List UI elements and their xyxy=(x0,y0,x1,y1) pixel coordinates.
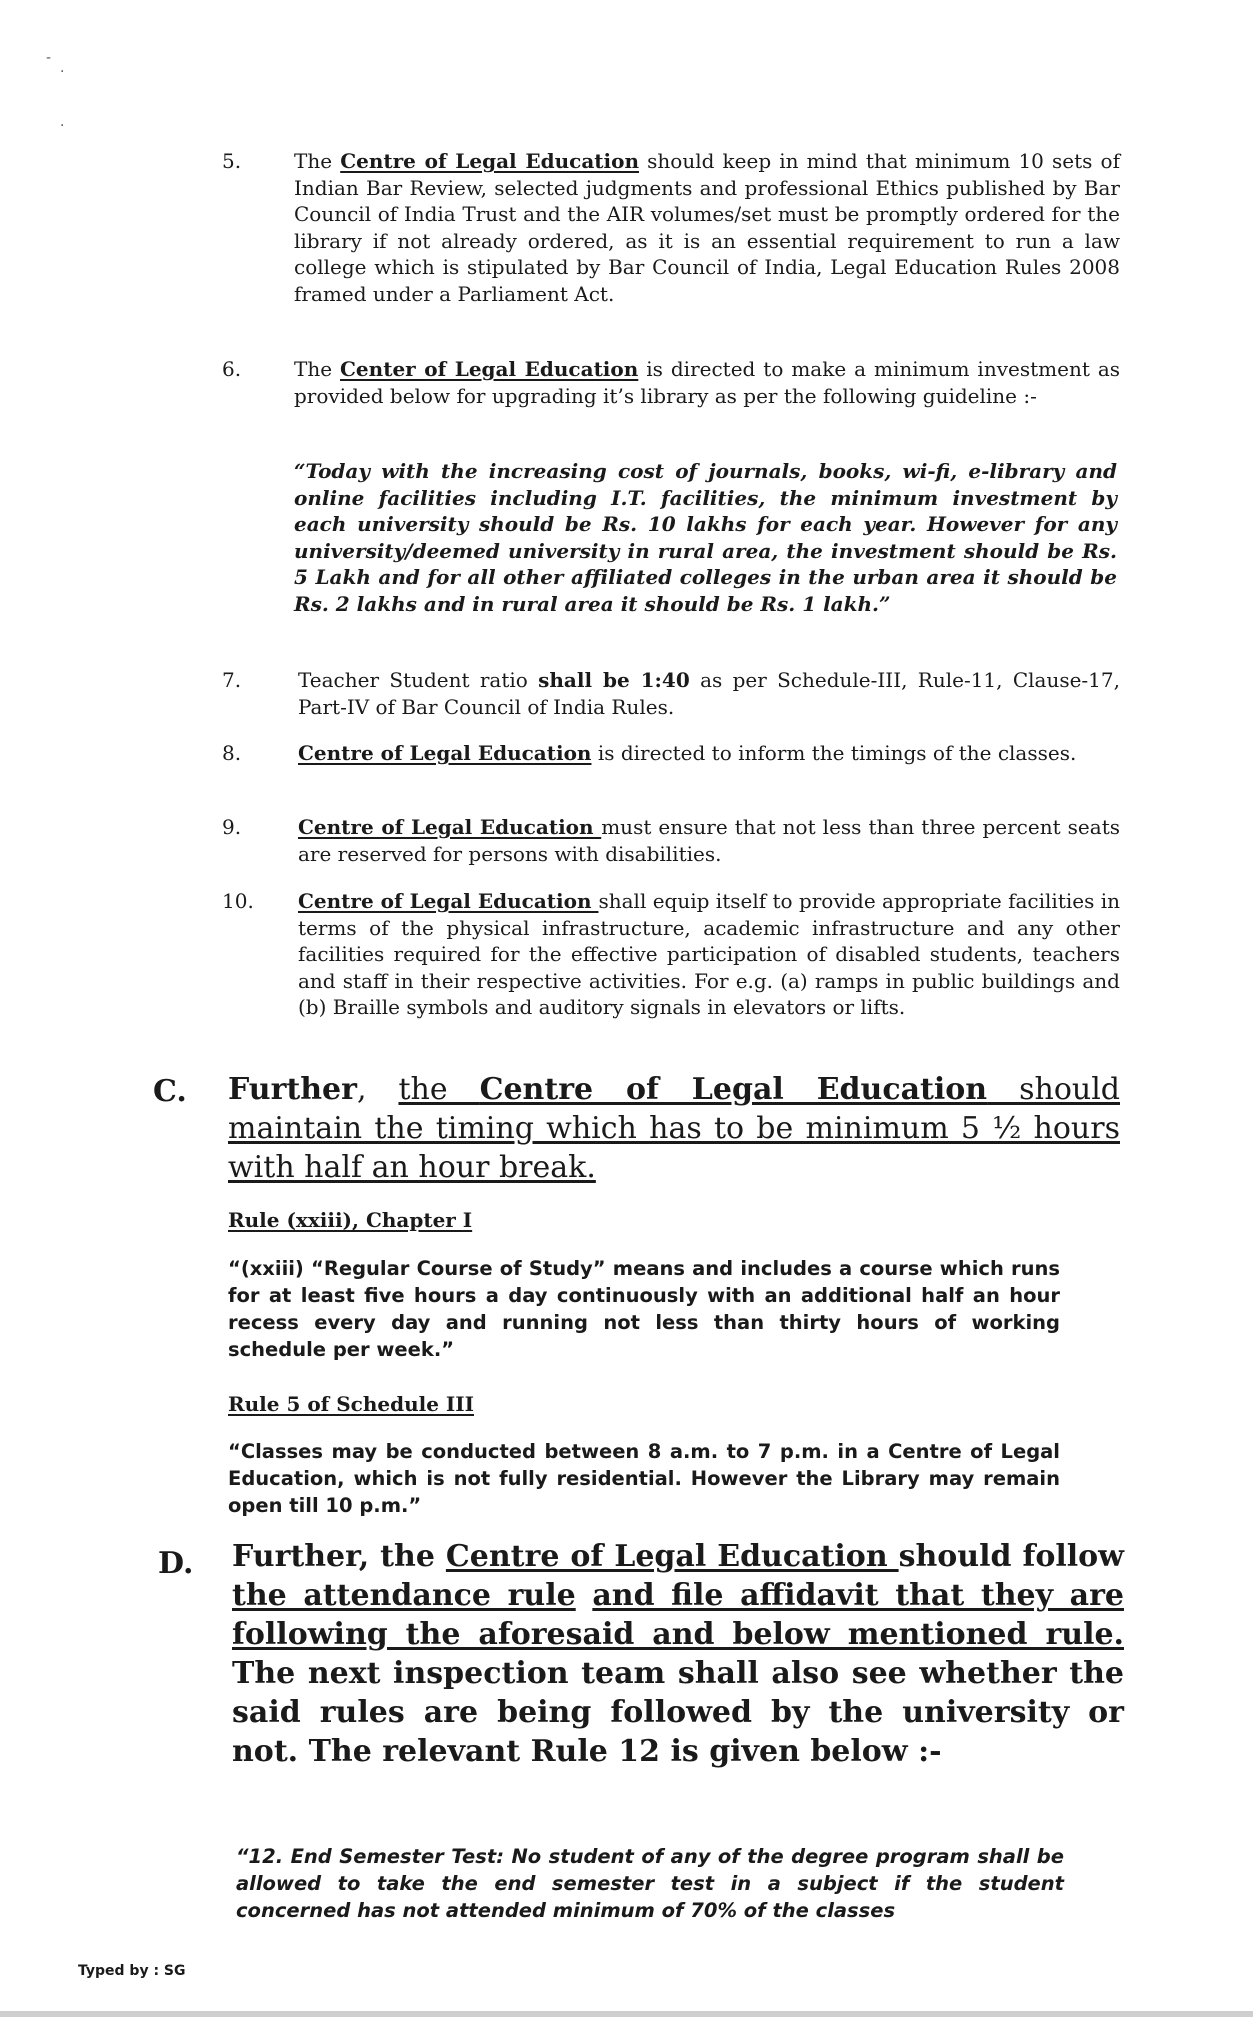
item-number: 5. xyxy=(222,149,242,173)
typed-by-footer: Typed by : SG xyxy=(78,1963,186,1979)
centre-link: Centre of Legal Education xyxy=(298,815,602,839)
section-d-paragraph: Further, the Centre of Legal Education should follow the attendance rule and file affidavit that they are following the aforesaid and below mentioned rule. The next inspection team shall also see whether the said rules are being followed by the university or not. The relevant Rule 12 is given below :- xyxy=(232,1539,1124,1769)
rule-xxiii-heading: Rule (xxiii), Chapter I xyxy=(228,1208,473,1232)
item-number: 6. xyxy=(222,357,242,381)
item-number: 10. xyxy=(222,889,254,913)
centre-link: Center of Legal Education xyxy=(340,357,639,381)
item-number: 8. xyxy=(222,741,242,765)
rule-5-heading: Rule 5 of Schedule III xyxy=(228,1392,474,1416)
list-item-10 xyxy=(222,888,1120,1050)
list-item-7 xyxy=(222,667,1120,723)
item-text: Centre of Legal Education must ensure that not less than three percent seats are reserved for persons with disabilities. xyxy=(298,815,1120,866)
scan-mark: · xyxy=(60,64,65,80)
further-bold: Further xyxy=(228,1072,357,1107)
scan-mark: · xyxy=(60,118,65,134)
item-text: Teacher Student ratio shall be 1:40 as per Schedule-III, Rule-11, Clause-17, Part-IV of Bar Council of India Rules. xyxy=(298,668,1120,719)
list-item-6 xyxy=(222,356,1120,436)
section-c-letter: C. xyxy=(153,1074,187,1109)
list-item-5 xyxy=(222,148,1120,338)
scan-mark: - xyxy=(46,50,52,66)
section-d-letter: D. xyxy=(158,1546,194,1581)
item-number: 9. xyxy=(222,815,242,839)
attendance-rule-link: the attendance rule xyxy=(232,1578,576,1613)
item-text: The Centre of Legal Education should keep in mind that minimum 10 sets of Indian Bar Review, selected judgments and professional Ethics published by Bar Council of India Trust and the AIR volumes/set must be promptly ordered for the library if not already ordered, as it is an essential requirement to run a law college which is stipulated by Bar Council of India, Legal Education Rules 2008 framed under a Parliament Act. xyxy=(294,149,1120,306)
centre-link: Centre of Legal Education xyxy=(479,1072,988,1107)
affidavit-link: and file affidavit that they are following the aforesaid and below mentioned rule. xyxy=(232,1578,1124,1652)
rule-12-text: “12. End Semester Test: No student of any of the degree program shall be allowed to take the end semester test in a subject if the student concerned has not attended minimum of 70% of the classes xyxy=(236,1845,1064,1922)
list-item-8 xyxy=(222,740,1120,796)
guideline-quote: “Today with the increasing cost of journals, books, wi-fi, e-library and online facilities including I.T. facilities, the minimum investment by each university should be Rs. 10 lakhs for each year. However for any university/deemed university in rural area, the investment should be Rs. 5 Lakh and for all other affiliated colleges in the urban area it should be Rs. 2 lakhs and in rural area it should be Rs. 1 lakh.” xyxy=(294,459,1117,616)
ratio-bold: shall be 1:40 xyxy=(538,668,690,692)
rule-5-text: “Classes may be conducted between 8 a.m. to 7 p.m. in a Centre of Legal Education, which is not fully residential. However the Library may remain open till 10 p.m.” xyxy=(228,1440,1060,1517)
item-text: Centre of Legal Education is directed to inform the timings of the classes. xyxy=(298,741,1077,765)
centre-link: Centre of Legal Education xyxy=(298,741,592,765)
item-text: The Center of Legal Education is directed to make a minimum investment as provided below for upgrading it’s library as per the following guideline :- xyxy=(294,357,1121,408)
list-item-9 xyxy=(222,814,1120,870)
page-bottom-edge xyxy=(0,2011,1253,2017)
centre-link: Centre of Legal Education xyxy=(298,889,599,913)
item-text: Centre of Legal Education shall equip itself to provide appropriate facilities in terms of the physical infrastructure, academic infrastructure and any other facilities required for the effective participation of disabled students, teachers and staff in their respective activities. For e.g. (a) ramps in public buildings and (b) Braille symbols and auditory signals in elevators or lifts. xyxy=(298,889,1120,1019)
centre-link: Centre of Legal Education xyxy=(340,149,639,173)
item-number: 7. xyxy=(222,668,242,692)
centre-link: Centre of Legal Education xyxy=(445,1539,899,1574)
rule-xxiii-text: “(xxiii) “Regular Course of Study” means and includes a course which runs for at least five hours a day continuously with an additional half an hour recess every day and running not less than thirty hours of working schedule per week.” xyxy=(228,1257,1060,1361)
section-c-paragraph: Further, the Centre of Legal Education should maintain the timing which has to be minimum 5 ½ hours with half an hour break. xyxy=(228,1072,1121,1185)
